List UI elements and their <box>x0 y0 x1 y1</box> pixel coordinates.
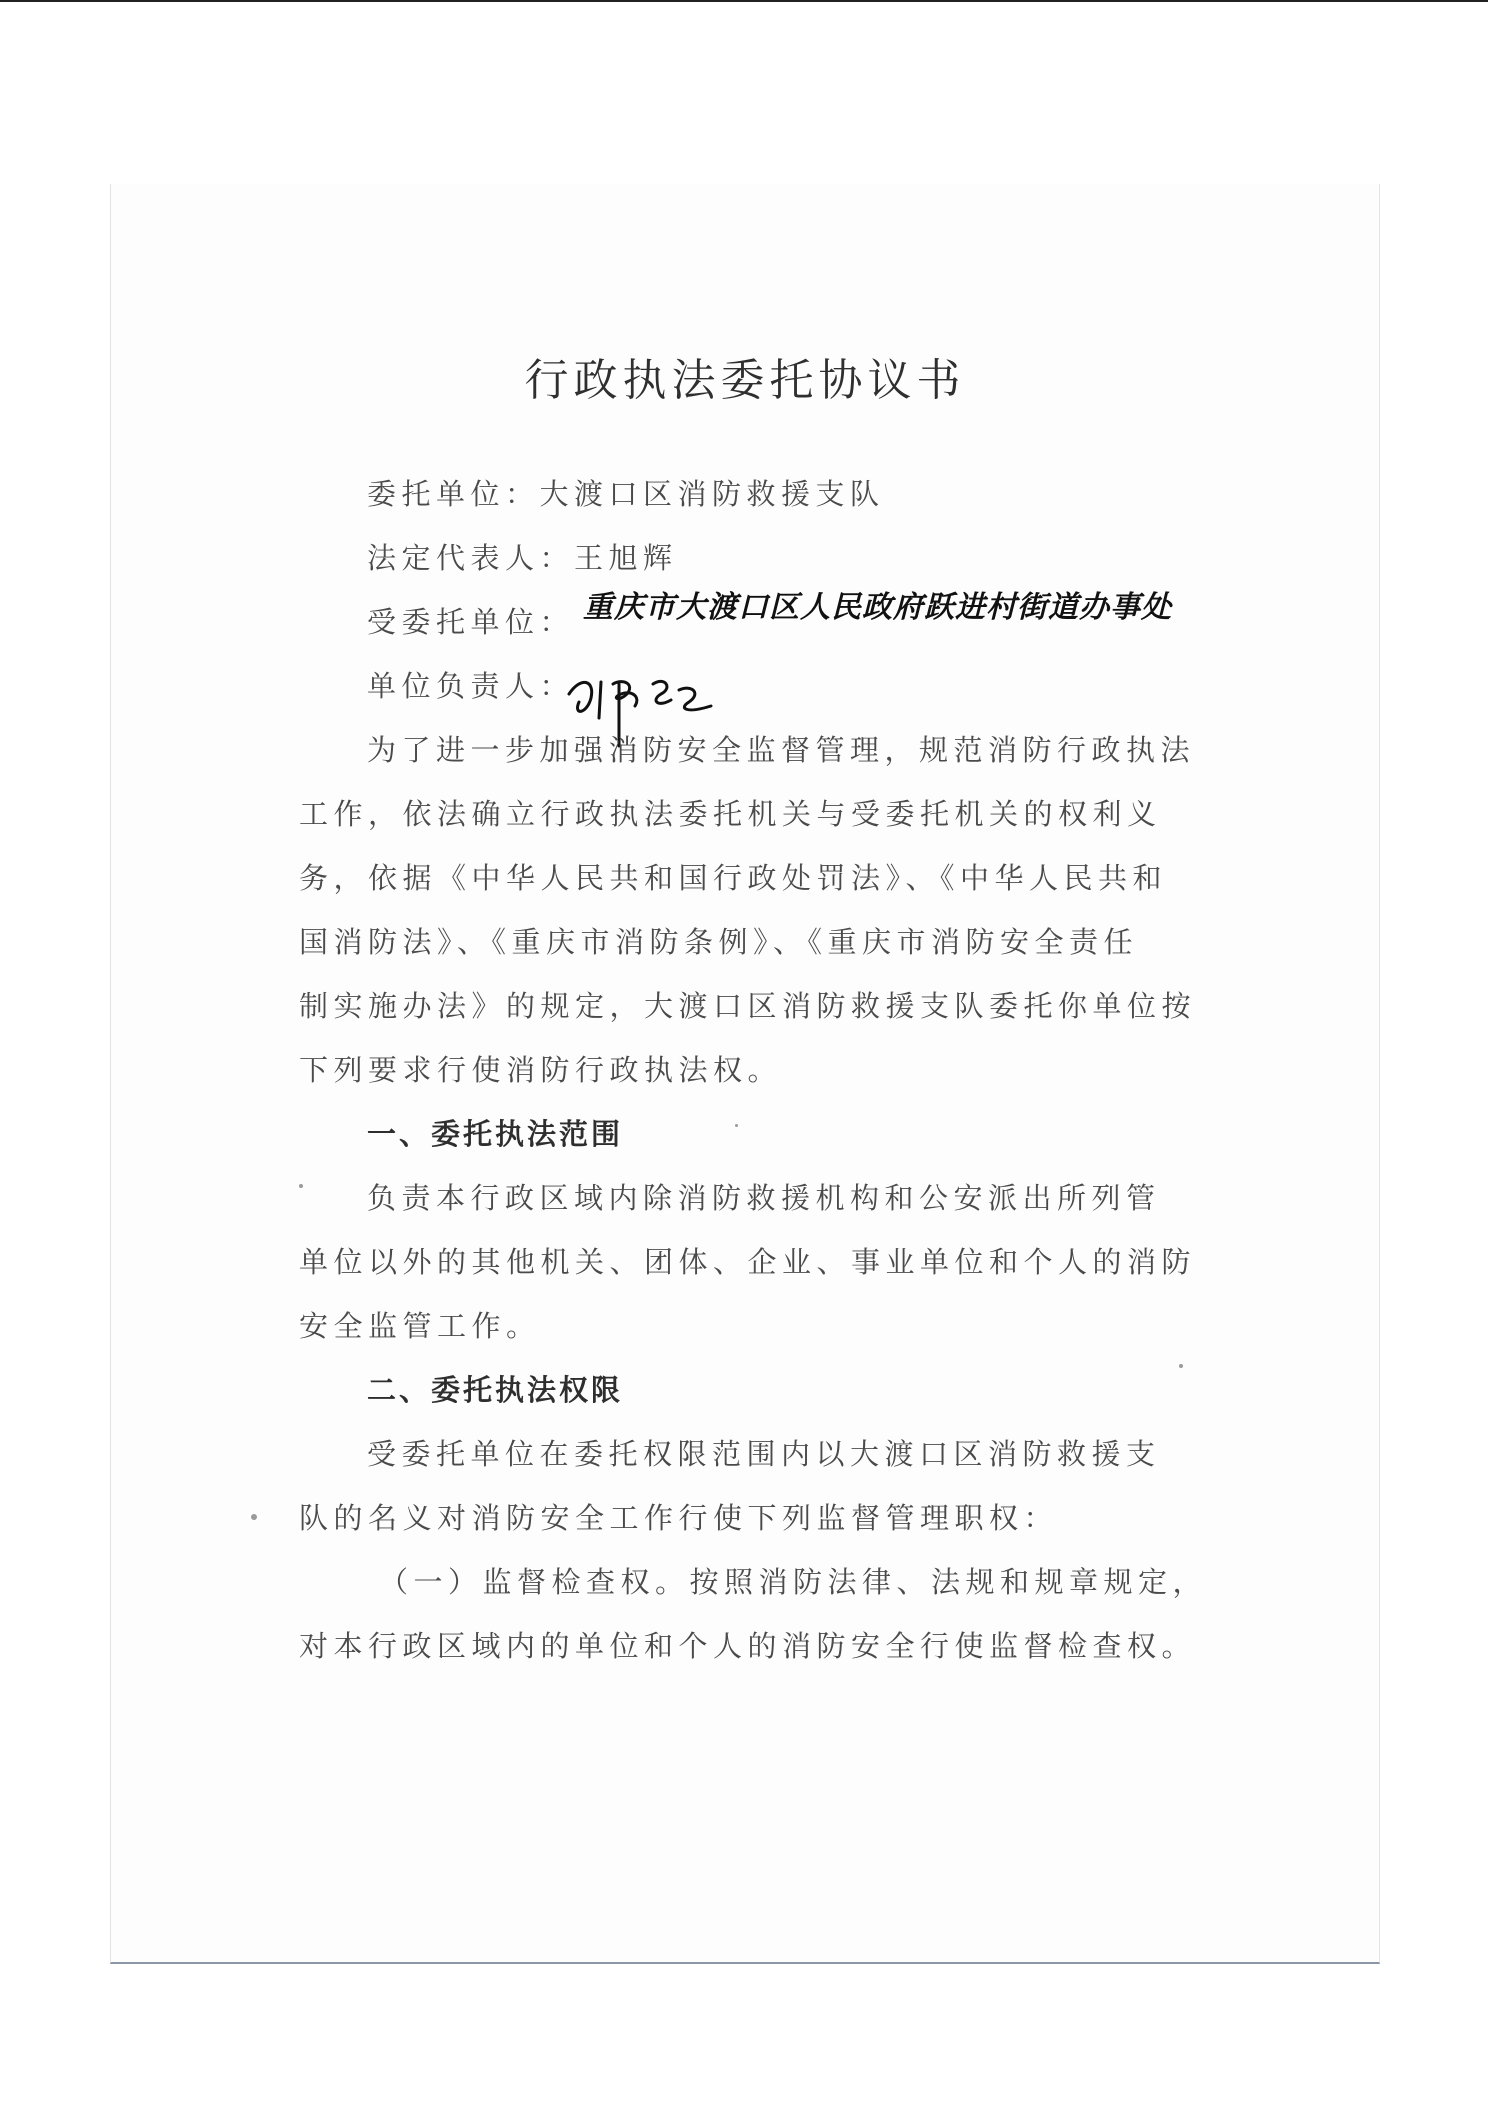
preamble-line-1: 为了进一步加强消防安全监督管理，规范消防行政执法 <box>367 733 1196 767</box>
item-1-line-2: 对本行政区域内的单位和个人的消防安全行使监督检查权。 <box>299 1629 1197 1663</box>
preamble-line-2: 工作，依法确立行政执法委托机关与受委托机关的权利义 <box>299 797 1162 831</box>
preamble-line-4: 国消防法》、《重庆市消防条例》、《重庆市消防安全责任 <box>299 925 1139 959</box>
section-1-line-3: 安全监管工作。 <box>299 1309 541 1343</box>
item-1-line-1: （一）监督检查权。按照消防法律、法规和规章规定， <box>379 1565 1208 1599</box>
entrusting-unit: 委托单位：大渡口区消防救援支队 <box>367 477 885 511</box>
document-title: 行政执法委托协议书 <box>524 355 966 406</box>
section-1-heading: 一、委托执法范围 <box>367 1117 624 1151</box>
scan-speck <box>299 1184 303 1188</box>
section-2-line-2: 队的名义对消防安全工作行使下列监督管理职权： <box>299 1501 1059 1535</box>
section-1-line-2: 单位以外的其他机关、团体、企业、事业单位和个人的消防 <box>299 1245 1197 1279</box>
scanned-page <box>110 184 1380 1964</box>
legal-representative: 法定代表人：王旭辉 <box>367 541 678 575</box>
section-2-heading: 二、委托执法权限 <box>367 1373 624 1407</box>
scan-speck <box>735 1124 738 1127</box>
section-1-line-1: 负责本行政区域内除消防救援机构和公安派出所列管 <box>367 1181 1161 1215</box>
preamble-line-3: 务，依据《中华人民共和国行政处罚法》、《中华人民共和 <box>299 861 1168 895</box>
preamble-line-6: 下列要求行使消防行政执法权。 <box>299 1053 783 1087</box>
entrusted-unit-label: 受委托单位： <box>367 605 575 639</box>
unit-head-label: 单位负责人： <box>367 669 575 703</box>
top-border <box>0 0 1488 2</box>
scan-speck <box>251 1514 257 1520</box>
scan-speck <box>1179 1364 1183 1368</box>
preamble-line-5: 制实施办法》的规定，大渡口区消防救援支队委托你单位按 <box>299 989 1197 1023</box>
entrusted-unit-handwriting: 重庆市大渡口区人民政府跃进村街道办事处 <box>583 590 1172 625</box>
section-2-line-1: 受委托单位在委托权限范围内以大渡口区消防救援支 <box>367 1437 1161 1471</box>
